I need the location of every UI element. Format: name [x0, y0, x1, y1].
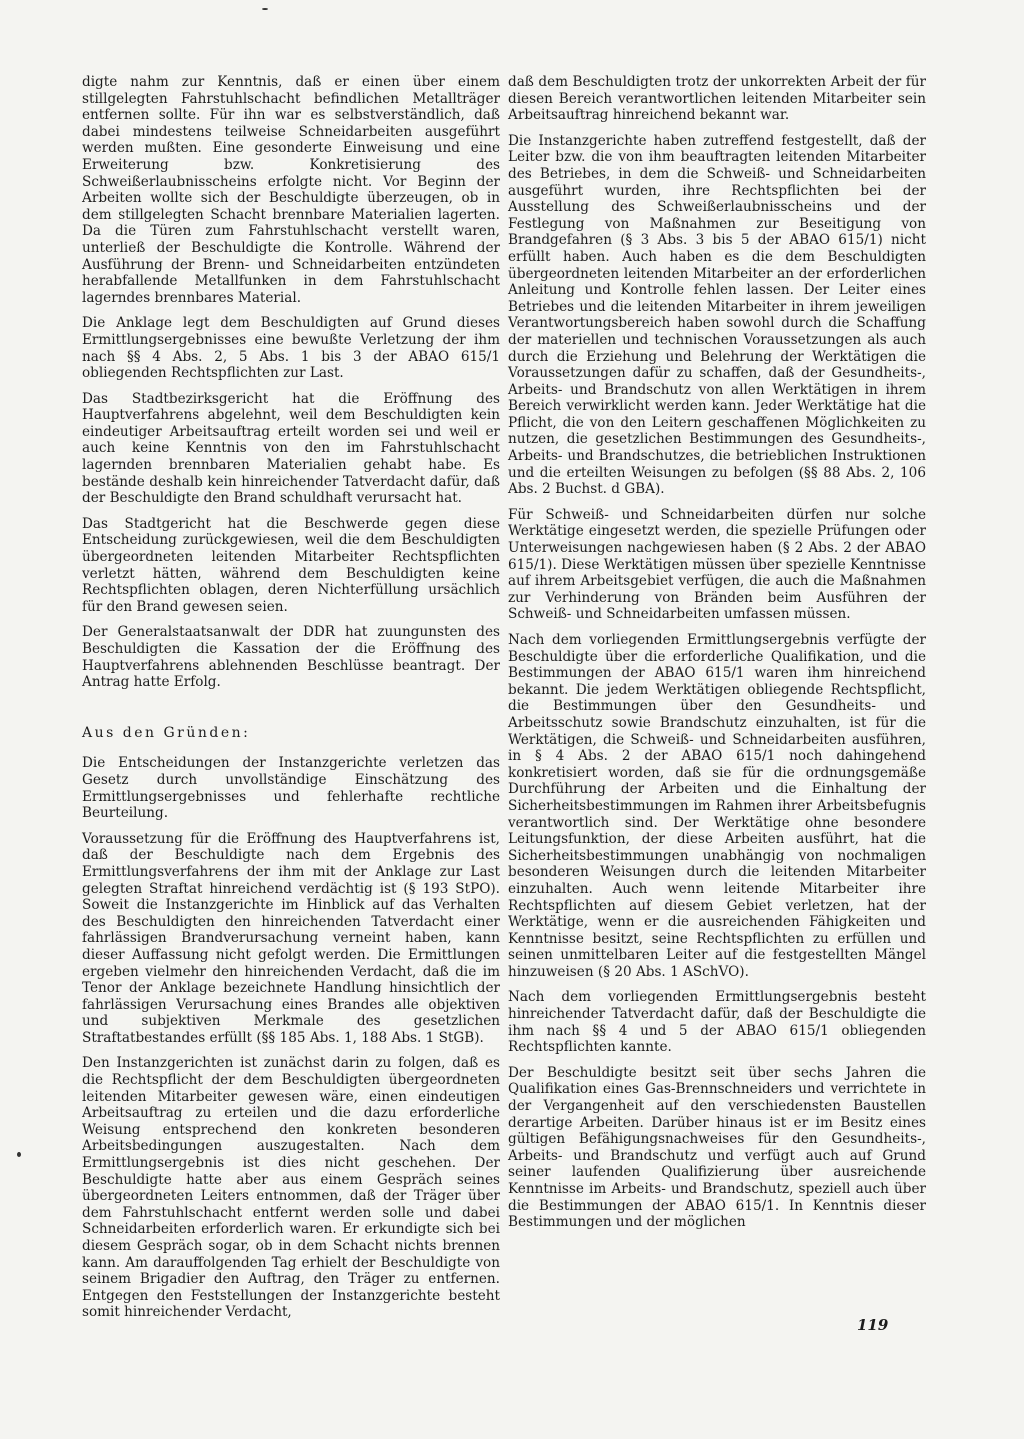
scan-speck — [17, 1152, 21, 1157]
right-paragraph-6: Der Beschuldigte besitzt seit über sechs Jahren die Qualifikation eines Gas-Brennschneiders und verrichtete in der Vergangenheit auf den verschiedensten Baustellen derartige Arbeiten. Darüber hinaus ist er im Besitz eines gültigen Befähigungsnachweises für den Gesundheits-, Arbeits- und Brandschutz und verfügt auch auf Grund seiner laufenden Qualifizierung über ausreichende Kenntnisse im Arbeits- und Brandschutz, speziell auch über die Bestimmungen der ABAO 615/1. In Kenntnis dieser Bestimmungen und der möglichen — [508, 1064, 926, 1231]
right-paragraph-2: Die Instanzgerichte haben zutreffend festgestellt, daß der Leiter bzw. die von ihm beauftragten leitenden Mitarbeiter des Betriebes, in dem die Schweiß- und Schneidarbeiten ausgeführt wurden, ihre Rechtspflichten bei der Ausstellung des Schweißerlaubnisscheins und der Festlegung von Maßnahmen zur Beseitigung von Brandgefahren (§ 3 Abs. 3 bis 5 der ABAO 615/1) nicht erfüllt haben. Auch haben es die dem Beschuldigten übergeordneten leitenden Mitarbeiter an der erforderlichen Anleitung und Kontrolle fehlen lassen. Der Leiter eines Betriebes und die leitenden Mitarbeiter in ihrem jeweiligen Verantwortungsbereich haben sowohl durch die Schaffung der materiellen und technischen Voraussetzungen als auch durch die Erziehung und Belehrung der Werktätigen die Voraussetzungen dafür zu schaffen, daß der Gesundheits-, Arbeits- und Brandschutz von allen Werktätigen in ihrem Bereich verwirklicht werden kann. Jeder Werktätige hat die Pflicht, die von den Leitern geschaffenen Möglichkeiten zu nutzen, die gesetzlichen Bestimmungen des Gesundheits-, Arbeits- und Brandschutzes, die betrieblichen Instruktionen und die erteilten Weisungen zu befolgen (§§ 88 Abs. 2, 106 Abs. 2 Buchst. d GBA). — [508, 132, 926, 498]
right-paragraph-3: Für Schweiß- und Schneidarbeiten dürfen nur solche Werktätige eingesetzt werden, die spezielle Prüfungen oder Unterweisungen nachgewiesen haben (§ 2 Abs. 2 der ABAO 615/1). Diese Werktätigen müssen über spezielle Kenntnisse auf ihrem Arbeitsgebiet verfügen, die auch die Maßnahmen zur Verhinderung von Bränden beim Ausführen der Schweiß- und Schneidarbeiten umfassen müssen. — [508, 506, 926, 623]
left-paragraph-7: Voraussetzung für die Eröffnung des Hauptverfahrens ist, daß der Beschuldigte nach dem Ergebnis des Ermittlungsverfahrens der ihm mit der Anklage zur Last gelegten Straftat hinreichend verdächtig ist (§ 193 StPO). Soweit die Instanzgerichte im Hinblick auf das Verhalten des Beschuldigten den hinreichenden Tatverdacht einer fahrlässigen Brandverursachung verneint haben, kann dieser Auffassung nicht gefolgt werden. Die Ermittlungen ergeben vielmehr den hinreichenden Verdacht, daß die im Tenor der Anklage bezeichnete Handlung hinsichtlich der fahrlässigen Verursachung eines Brandes alle objektiven und subjektiven Merkmale des gesetzlichen Straftatbestandes erfüllt (§§ 185 Abs. 1, 188 Abs. 1 StGB). — [82, 830, 500, 1046]
right-paragraph-5: Nach dem vorliegenden Ermittlungsergebnis besteht hinreichender Tatverdacht dafür, daß der Beschuldigte die ihm nach §§ 4 und 5 der ABAO 615/1 obliegenden Rechtspflichten kannte. — [508, 989, 926, 1056]
page-number: 119 — [857, 1316, 889, 1334]
left-paragraph-8: Den Instanzgerichten ist zunächst darin zu folgen, daß es die Rechtspflicht der dem Beschuldigten übergeordneten leitenden Mitarbeiter gewesen wäre, einen eindeutigen Arbeitsauftrag zu erteilen und die dazu erforderliche Weisung entsprechend den konkreten besonderen Arbeitsbedingungen auszugestalten. Nach dem Ermittlungsergebnis ist dies nicht geschehen. Der Beschuldigte hatte aber aus einem Gespräch seines übergeordneten Leiters entnommen, daß der Träger über dem Fahrstuhlschacht entfernt werden solle und dabei Schneidarbeiten erforderlich waren. Er erkundigte sich bei diesem Gespräch sogar, ob in dem Schacht nichts brennen kann. Am darauffolgenden Tag erhielt der Beschuldigte von seinem Brigadier den Auftrag, den Träger zu entfernen. Entgegen den Feststellungen der Instanzgerichte besteht somit hinreichender Verdacht, — [82, 1055, 500, 1321]
left-paragraph-1: digte nahm zur Kenntnis, daß er einen über einem stillgelegten Fahrstuhlschacht befindlichen Metallträger entfernen sollte. Für ihn war es selbstverständlich, daß dabei mindestens teilweise Schneidarbeiten ausgeführt werden mußten. Eine gesonderte Einweisung und eine Erweiterung bzw. Konkretisierung des Schweißerlaubnisscheins erfolgte nicht. Vor Beginn der Arbeiten wollte sich der Beschuldigte überzeugen, ob in dem stillgelegten Schacht brennbare Materialien lagerten. Da die Türen zum Fahrstuhlschacht verstellt waren, unterließ der Beschuldigte die Kontrolle. Während der Ausführung der Brenn- und Schneidarbeiten entzündeten herabfallende Metallfunken in dem Fahrstuhlschacht lagerndes brennbares Material. — [82, 74, 500, 306]
left-paragraph-4: Das Stadtgericht hat die Beschwerde gegen diese Entscheidung zurückgewiesen, weil die dem Beschuldigten übergeordneten leitenden Mitarbeiter Rechtspflichten verletzt hätten, während dem Beschuldigten keine Rechtspflichten oblagen, deren Nichterfüllung ursächlich für den Brand gewesen seien. — [82, 515, 500, 615]
scan-speck — [262, 8, 268, 10]
left-column — [82, 74, 500, 1330]
left-paragraph-3: Das Stadtbezirksgericht hat die Eröffnung des Hauptverfahrens abgelehnt, weil dem Beschuldigten kein eindeutiger Arbeitsauftrag erteilt worden sei und weil er auch keine Kenntnis von den im Fahrstuhlschacht lagernden brennbaren Materialien gehabt habe. Es bestände deshalb kein hinreichender Tatverdacht dafür, daß der Beschuldigte den Brand schuldhaft verursacht hat. — [82, 390, 500, 507]
right-column — [508, 74, 926, 1240]
right-paragraph-4: Nach dem vorliegenden Ermittlungsergebnis verfügte der Beschuldigte über die erforderliche Qualifikation, und die Bestimmungen der ABAO 615/1 waren ihm hinreichend bekannt. Die jedem Werktätigen obliegende Rechtspflicht, die Bestimmungen über den Gesundheits- und Arbeitsschutz sowie Brandschutz einzuhalten, ist für die Werktätigen, die Schweiß- und Schneidarbeiten ausführen, in § 4 Abs. 2 der ABAO 615/1 noch dahingehend konkretisiert worden, daß sie für die ordnungsgemäße Durchführung der Arbeiten und die Einhaltung der Sicherheitsbestimmungen im Rahmen ihrer Arbeitsbefugnis verantwortlich sind. Der Werktätige ohne besondere Leitungsfunktion, der diese Arbeiten ausführt, hat die Sicherheitsbestimmungen unabhängig von nochmaligen besonderen Weisungen durch die leitenden Mitarbeiter einzuhalten. Auch wenn leitende Mitarbeiter ihre Rechtspflichten auf diesem Gebiet verletzen, hat der Werktätige, wenn er die ausreichenden Fähigkeiten und Kenntnisse besitzt, seine Rechtspflichten zu erfüllen und seinen unmittelbaren Leiter auf die festgestellten Mängel hinzuweisen (§ 20 Abs. 1 ASchVO). — [508, 632, 926, 980]
left-paragraph-5: Der Generalstaatsanwalt der DDR hat zuungunsten des Beschuldigten die Kassation der die Eröffnung des Hauptverfahrens ablehnenden Beschlüsse beantragt. Der Antrag hatte Erfolg. — [82, 624, 500, 691]
left-paragraph-6: Die Entscheidungen der Instanzgerichte verletzen das Gesetz durch unvollständige Einschätzung des Ermittlungsergebnisses und fehlerhafte rechtliche Beurteilung. — [82, 755, 500, 822]
left-paragraph-2: Die Anklage legt dem Beschuldigten auf Grund dieses Ermittlungsergebnisses eine bewußte Verletzung der ihm nach §§ 4 Abs. 2, 5 Abs. 1 bis 3 der ABAO 615/1 obliegenden Rechtspflichten zur Last. — [82, 315, 500, 382]
right-paragraph-1: daß dem Beschuldigten trotz der unkorrekten Arbeit der für diesen Bereich verantwortlichen leitenden Mitarbeiter sein Arbeitsauftrag hinreichend bekannt war. — [508, 74, 926, 124]
section-heading: Aus den Gründen: — [82, 724, 251, 741]
